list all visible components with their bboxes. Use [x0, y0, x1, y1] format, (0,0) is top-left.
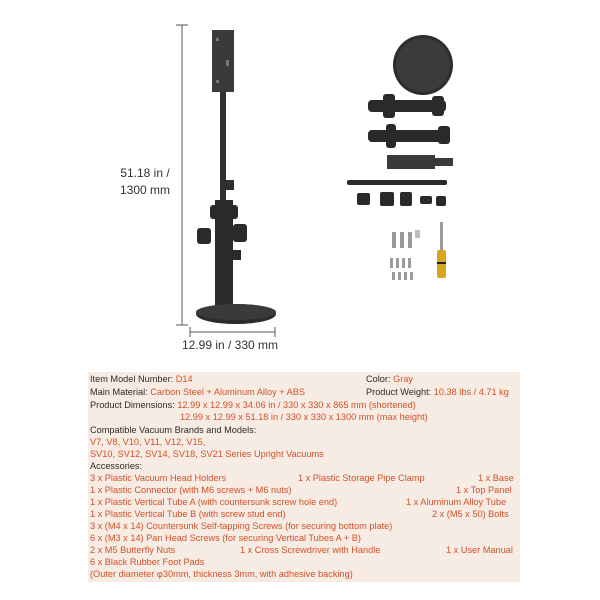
- weight-row: [366, 387, 509, 398]
- accessory-item: 6 x Black Rubber Foot Pads: [90, 557, 205, 567]
- holder-right: [233, 224, 247, 242]
- accessory-item: 1 x Cross Screwdriver with Handle: [240, 545, 381, 555]
- color-row: [366, 374, 413, 385]
- color-label: Color:: [366, 374, 391, 384]
- part-screws: [390, 230, 420, 280]
- model-row: [90, 374, 193, 385]
- width-label: 12.99 in / 330 mm: [181, 338, 279, 352]
- material-value: Carbon Steel + Aluminum Alloy + ABS: [150, 387, 306, 397]
- weight-label: Product Weight:: [366, 387, 432, 397]
- weight-value: 10.38 lbs / 4.71 kg: [433, 387, 509, 397]
- compat-line2: SV10, SV12, SV14, SV18, SV21 Series Upright Vacuums: [90, 449, 324, 459]
- material-row: [90, 387, 305, 398]
- accessory-item: 1 x Plastic Vertical Tube A (with countersunk screw hole end): [90, 497, 338, 507]
- part-screwdriver: [437, 222, 446, 278]
- compat-line1: V7, V8, V10, V11, V12, V15,: [90, 437, 206, 447]
- accessory-item: 1 x Plastic Connector (with M6 screws + M6 nuts): [90, 485, 292, 495]
- accessory-item: 1 x Top Panel: [456, 485, 512, 495]
- accessory-item: 3 x (M4 x 14) Countersunk Self-tapping Screws (for securing bottom plate): [90, 521, 393, 531]
- model-value: D14: [175, 374, 193, 384]
- accessory-item: 6 x (M3 x 14) Pan Head Screws (for securing Vertical Tubes A + B): [90, 533, 361, 543]
- specifications-panel: [88, 372, 520, 582]
- color-value: Gray: [393, 374, 413, 384]
- dimensions-row: [90, 400, 416, 411]
- width-dimension-line: [190, 327, 275, 337]
- dimensions-value1: 12.99 x 12.99 x 34.06 in / 330 x 330 x 865 mm (shortened): [177, 400, 416, 410]
- material-label: Main Material:: [90, 387, 148, 397]
- compat-label: Compatible Vacuum Brands and Models:: [90, 425, 257, 435]
- height-label-line2: 1300 mm: [119, 183, 171, 197]
- adjust-knob: [226, 180, 234, 190]
- height-label-line1: 51.18 in /: [120, 166, 170, 180]
- accessory-item: 2 x M5 Butterfly Nuts: [90, 545, 176, 555]
- assembled-stand: [196, 30, 276, 324]
- model-label: Item Model Number:: [90, 374, 174, 384]
- dimensions-label: Product Dimensions:: [90, 400, 175, 410]
- holder-left: [197, 228, 211, 244]
- accessory-item: 1 x Plastic Vertical Tube B (with screw stud end): [90, 509, 286, 519]
- parts-kit: [347, 35, 453, 280]
- accessory-item: 1 x User Manual: [446, 545, 513, 555]
- accessory-item: 1 x Base: [478, 473, 514, 483]
- accessory-item: (Outer diameter φ30mm, thickness 3mm, with adhesive backing): [90, 569, 353, 579]
- upper-tube: [220, 92, 226, 202]
- accessory-item: 2 x (M5 x 50) Bolts: [432, 509, 509, 519]
- top-panel: [212, 30, 234, 92]
- dimensions-value2: 12.99 x 12.99 x 51.18 in / 330 x 330 x 1300 mm (max height): [180, 412, 428, 422]
- accessory-item: 1 x Plastic Storage Pipe Clamp: [298, 473, 425, 483]
- accessories-label: Accessories:: [90, 461, 143, 471]
- accessory-item: 3 x Plastic Vacuum Head Holders: [90, 473, 227, 483]
- height-label: [110, 165, 180, 199]
- accessory-item: 1 x Aluminum Alloy Tube: [406, 497, 507, 507]
